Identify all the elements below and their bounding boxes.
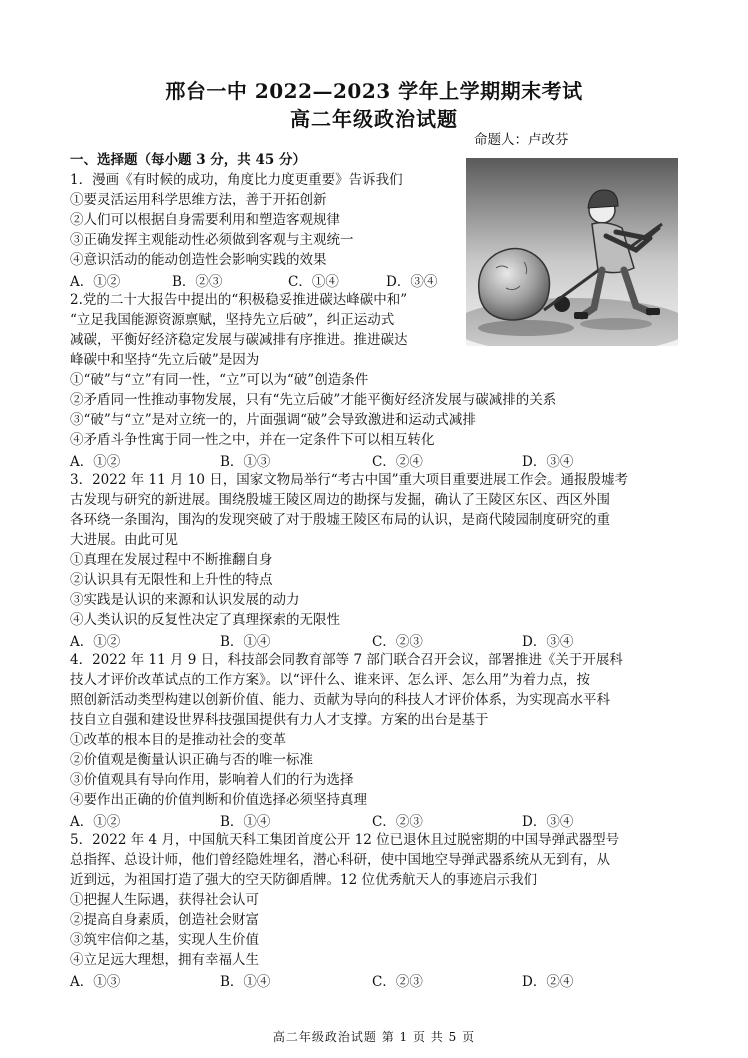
q2-statement-3: ③“破”与“立”是对立统一的，片面强调“破”会导致激进和运动式减排 xyxy=(70,412,476,428)
q5-option-a[interactable]: A．①③ xyxy=(70,974,121,990)
q2-stem-line-4: 峰碳中和坚持“先立后破”是因为 xyxy=(70,352,260,368)
q2-stem-line-2: “立足我国能源资源禀赋，坚持先立后破”，纠正运动式 xyxy=(70,312,395,328)
q5-option-b[interactable]: B．①④ xyxy=(220,974,271,990)
q4-option-a[interactable]: A．①② xyxy=(70,814,121,830)
q4-option-d[interactable]: D．③④ xyxy=(522,814,574,830)
q3-statement-3: ③实践是认识的来源和认识发展的动力 xyxy=(70,592,300,608)
q3-stem-line-4: 大进展。由此可见 xyxy=(70,532,178,548)
q2-statement-4: ④矛盾斗争性寓于同一性之中，并在一定条件下可以相互转化 xyxy=(70,432,435,448)
q5-stem-line-2: 总指挥、总设计师，他们曾经隐姓埋名，潜心科研，使中国地空导弹武器系统从无到有，从 xyxy=(70,852,610,868)
q3-statement-2: ②认识具有无限性和上升性的特点 xyxy=(70,572,273,588)
q1-option-c[interactable]: C．①④ xyxy=(288,274,339,290)
q5-stem-line-3: 近到远，为祖国打造了强大的空天防御盾牌。12 位优秀航天人的事迹启示我们 xyxy=(70,872,537,888)
q1-option-d[interactable]: D．③④ xyxy=(386,274,438,290)
q1-stem: 1．漫画《有时候的成功，角度比力度更重要》告诉我们 xyxy=(70,172,403,188)
q4-statement-1: ①改革的根本目的是推动社会的变革 xyxy=(70,732,286,748)
q2-stem-line-3: 减碳，平衡好经济稳定发展与碳减排有序推进。推进碳达 xyxy=(70,332,408,348)
q2-option-a[interactable]: A．①② xyxy=(70,454,121,470)
q5-option-c[interactable]: C．②③ xyxy=(372,974,423,990)
q1-statement-2: ②人们可以根据自身需要利用和塑造客观规律 xyxy=(70,212,340,228)
exam-subtitle: 高二年级政治试题 xyxy=(290,107,458,131)
q5-statement-3: ③筑牢信仰之基，实现人生价值 xyxy=(70,932,259,948)
exam-title: 邢台一中 2022—2023 学年上学期期末考试 xyxy=(165,79,583,103)
q4-stem-line-4: 技自立自强和建设世界科技强国提供有力人才支撑。方案的出台是基于 xyxy=(70,712,489,728)
cartoon-worker-lever-rock-image xyxy=(466,158,678,346)
q2-option-b[interactable]: B．①③ xyxy=(220,454,271,470)
q2-statement-1: ①“破”与“立”有同一性，“立”可以为“破”创造条件 xyxy=(70,372,369,388)
q5-statement-2: ②提高自身素质，创造社会财富 xyxy=(70,912,259,928)
q3-option-d[interactable]: D．③④ xyxy=(522,634,574,650)
page-footer: 高二年级政治试题 第 1 页 共 5 页 xyxy=(272,1030,476,1044)
q3-stem-line-2: 古发现与研究的新进展。围绕殷墟王陵区周边的勘探与发掘，确认了王陵区东区、西区外围 xyxy=(70,492,610,508)
q1-option-a[interactable]: A．①② xyxy=(70,274,121,290)
q2-statement-2: ②矛盾同一性推动事物发展，只有“先立后破”才能平衡好经济发展与碳减排的关系 xyxy=(70,392,557,408)
q4-stem-line-2: 技人才评价改革试点的工作方案》。以“评什么、谁来评、怎么评、怎么用”为着力点，按 xyxy=(70,672,591,688)
q1-option-b[interactable]: B．②③ xyxy=(172,274,223,290)
author-label: 命题人：卢改芬 xyxy=(474,132,569,148)
q5-stem-line-1: 5．2022 年 4 月，中国航天科工集团首度公开 12 位已退休且过脱密期的中国导弹武器型号 xyxy=(70,832,620,848)
q4-statement-4: ④要作出正确的价值判断和价值选择必须坚持真理 xyxy=(70,792,367,808)
q5-statement-1: ①把握人生际遇，获得社会认可 xyxy=(70,892,259,908)
q1-statement-1: ①要灵活运用科学思维方法，善于开拓创新 xyxy=(70,192,327,208)
q2-option-c[interactable]: C．②④ xyxy=(372,454,423,470)
q3-stem-line-3: 各环绕一条围沟，围沟的发现突破了对于殷墟王陵区布局的认识，是商代陵园制度研究的重 xyxy=(70,512,610,528)
q4-statement-2: ②价值观是衡量认识正确与否的唯一标准 xyxy=(70,752,313,768)
q4-statement-3: ③价值观具有导向作用，影响着人们的行为选择 xyxy=(70,772,354,788)
q3-option-a[interactable]: A．①② xyxy=(70,634,121,650)
q1-statement-4: ④意识活动的能动创造性会影响实践的效果 xyxy=(70,252,327,268)
q4-option-c[interactable]: C．②③ xyxy=(372,814,423,830)
q2-stem-line-1: 2.党的二十大报告中提出的“积极稳妥推进碳达峰碳中和” xyxy=(70,292,408,308)
q4-option-b[interactable]: B．①④ xyxy=(220,814,271,830)
q5-statement-4: ④立足远大理想，拥有幸福人生 xyxy=(70,952,259,968)
q1-statement-3: ③正确发挥主观能动性必须做到客观与主观统一 xyxy=(70,232,354,248)
q5-option-d[interactable]: D．②④ xyxy=(522,974,574,990)
section-heading: 一、选择题（每小题 3 分，共 45 分） xyxy=(70,152,306,168)
q3-option-c[interactable]: C．②③ xyxy=(372,634,423,650)
q3-stem-line-1: 3．2022 年 11 月 10 日，国家文物局举行“考古中国”重大项目重要进展工作会。通报殷墟考 xyxy=(70,472,629,488)
q3-option-b[interactable]: B．①④ xyxy=(220,634,271,650)
q3-statement-4: ④人类认识的反复性决定了真理探索的无限性 xyxy=(70,612,340,628)
q4-stem-line-1: 4．2022 年 11 月 9 日，科技部会同教育部等 7 部门联合召开会议，部署推进《关于开展科 xyxy=(70,652,623,668)
q2-option-d[interactable]: D．③④ xyxy=(522,454,574,470)
q3-statement-1: ①真理在发展过程中不断推翻自身 xyxy=(70,552,273,568)
q4-stem-line-3: 照创新活动类型构建以创新价值、能力、贡献为导向的科技人才评价体系，为实现高水平科 xyxy=(70,692,610,708)
